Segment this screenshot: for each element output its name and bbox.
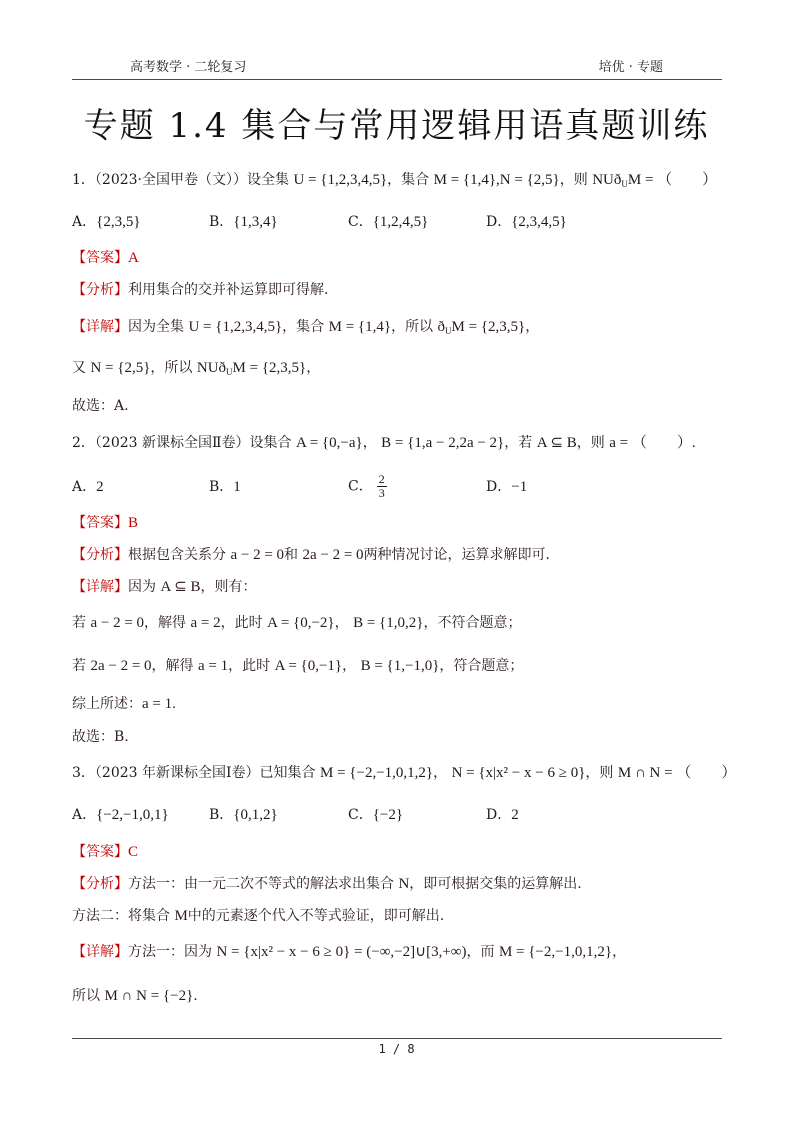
math-expr: N = {2,5} bbox=[90, 360, 151, 376]
option-label: C． bbox=[348, 478, 373, 495]
option-label: A． bbox=[72, 479, 97, 495]
option-value: {2,3,5} bbox=[96, 214, 141, 230]
q2-detail-line-3 bbox=[72, 656, 523, 676]
math-expr: M = {1,4},N = {2,5} bbox=[433, 172, 560, 188]
math-expr: A = {0,−2} bbox=[267, 615, 335, 631]
detail-text: 若 bbox=[72, 615, 86, 631]
detail-text: ， bbox=[525, 319, 540, 335]
answer-value: B bbox=[128, 515, 139, 531]
detail-text: ，而 bbox=[466, 944, 495, 960]
option-value: {−2} bbox=[372, 807, 404, 823]
q3-detail-line-2 bbox=[72, 986, 198, 1006]
detail-text: ，所以 bbox=[391, 319, 434, 335]
detail-text: ，则有： bbox=[200, 579, 257, 595]
detail-text: . bbox=[193, 988, 198, 1004]
math-expr: ð bbox=[437, 319, 446, 335]
detail-label: 【详解】 bbox=[72, 944, 128, 960]
header-divider bbox=[72, 79, 722, 80]
math-expr: a = （ ）. bbox=[609, 435, 696, 451]
header-course-label: 高考数学 · 二轮复习 bbox=[130, 60, 247, 75]
option-value: −1 bbox=[511, 479, 528, 495]
analysis-text: 两种情况讨论，运算求解即可. bbox=[363, 547, 551, 563]
detail-text: ，符合题意； bbox=[439, 658, 524, 674]
q2-detail-summary bbox=[72, 694, 176, 714]
analysis-label: 【分析】 bbox=[72, 876, 128, 892]
q2-option-b bbox=[209, 477, 241, 497]
question-1-stem bbox=[72, 170, 717, 194]
detail-text: ，此时 bbox=[220, 615, 263, 631]
option-label: B． bbox=[209, 214, 234, 230]
option-value: 2 bbox=[511, 807, 519, 823]
math-expr: 2a − 2 = 0 bbox=[90, 658, 152, 674]
math-expr: NUð bbox=[196, 360, 227, 376]
detail-text: 因为 bbox=[128, 579, 156, 595]
math-expr: M = {−2,−1,0,1,2} bbox=[498, 944, 613, 960]
stem-text: ，则 bbox=[585, 765, 614, 781]
option-value: {−2,−1,0,1} bbox=[96, 807, 169, 823]
option-label: C． bbox=[348, 214, 373, 230]
detail-text: 所以 bbox=[72, 988, 100, 1004]
math-expr: U = {1,2,3,4,5} bbox=[188, 319, 283, 335]
option-label: B． bbox=[209, 807, 234, 823]
analysis-text: 利用集合的交并补运算即可得解. bbox=[128, 282, 329, 298]
option-label: C． bbox=[348, 807, 373, 823]
detail-text: 综上所述： bbox=[72, 696, 142, 712]
math-expr: a = 2 bbox=[190, 615, 221, 631]
q1-option-a bbox=[72, 212, 141, 232]
option-label: A． bbox=[72, 807, 97, 823]
math-expr: B = {1,a − 2,2a − 2} bbox=[381, 435, 505, 451]
detail-text: ，不符合题意； bbox=[423, 615, 522, 631]
q1-detail-line-1 bbox=[72, 317, 539, 341]
q2-conclusion bbox=[72, 727, 129, 747]
option-label: A． bbox=[72, 214, 97, 230]
answer-value: A bbox=[128, 250, 139, 266]
stem-text: ， bbox=[433, 765, 448, 781]
fraction-numerator: 2 bbox=[378, 472, 385, 486]
math-expr: A = {0,−1} bbox=[274, 658, 343, 674]
page-title: 专题 1.4 集合与常用逻辑用语真题训练 bbox=[83, 106, 710, 146]
detail-text: 因为全集 bbox=[128, 319, 184, 335]
q3-option-d bbox=[486, 805, 519, 825]
analysis-label: 【分析】 bbox=[72, 282, 128, 298]
q3-analysis-line-2 bbox=[72, 906, 444, 926]
analysis-text: ，即可根据交集的运算解出. bbox=[409, 876, 582, 892]
option-value: {2,3,4,5} bbox=[511, 214, 567, 230]
math-subscript: U bbox=[226, 367, 233, 377]
math-expr: M ∩ N = {−2} bbox=[104, 988, 194, 1004]
analysis-text: 根据包含关系分 bbox=[128, 547, 226, 563]
conclusion-text: 故选：A. bbox=[72, 398, 129, 414]
answer-value: C bbox=[128, 844, 139, 860]
math-expr: a = 1. bbox=[142, 696, 176, 712]
stem-text: 3．（2023 年新课标全国Ⅰ卷）已知集合 bbox=[72, 765, 316, 781]
analysis-text: 中的元素逐个代入不等式验证，即可解出. bbox=[187, 908, 445, 924]
math-expr: M = {2,3,5} bbox=[232, 360, 307, 376]
math-expr: A = {0,−a} bbox=[295, 435, 363, 451]
math-expr: N = {x|x² − x − 6 ≥ 0} bbox=[451, 765, 586, 781]
option-value: {1,2,4,5} bbox=[372, 214, 429, 230]
detail-label: 【详解】 bbox=[72, 319, 128, 335]
math-expr: a = 1 bbox=[197, 658, 229, 674]
detail-text: ， bbox=[342, 658, 357, 674]
math-expr: A ⊆ B bbox=[160, 579, 201, 595]
math-expr: M bbox=[174, 908, 188, 924]
option-label: D． bbox=[486, 479, 512, 495]
stem-text: 1．（2023·全国甲卷（文））设全集 bbox=[72, 172, 289, 188]
option-label: D． bbox=[486, 214, 512, 230]
detail-text: ， bbox=[612, 944, 627, 960]
math-expr: U = {1,2,3,4,5} bbox=[293, 172, 388, 188]
answer-label: 【答案】 bbox=[72, 250, 128, 266]
stem-text: 2．（2023 新课标全国Ⅱ卷）设集合 bbox=[72, 435, 292, 451]
analysis-text: 和 bbox=[284, 547, 299, 563]
math-expr: M = {−2,−1,0,1,2} bbox=[319, 765, 434, 781]
detail-text: 若 bbox=[72, 658, 86, 674]
math-expr: M = {1,4} bbox=[328, 319, 392, 335]
q1-conclusion bbox=[72, 396, 129, 416]
header-series-label: 培优 · 专题 bbox=[598, 60, 663, 75]
option-value: 2 bbox=[96, 479, 104, 495]
option-value: 1 bbox=[233, 479, 241, 495]
detail-label: 【详解】 bbox=[72, 579, 128, 595]
q2-answer-line bbox=[72, 513, 138, 533]
question-3-stem bbox=[72, 763, 736, 783]
q2-detail-line-1 bbox=[72, 577, 257, 597]
question-2-stem bbox=[72, 433, 696, 453]
q3-analysis-line-1 bbox=[72, 874, 582, 894]
q3-answer-line bbox=[72, 842, 138, 862]
q1-detail-line-2 bbox=[72, 358, 320, 382]
detail-text: ，解得 bbox=[144, 615, 187, 631]
option-label: B． bbox=[209, 479, 234, 495]
math-expr: 2a − 2 = 0 bbox=[302, 547, 364, 563]
q2-option-a bbox=[72, 477, 104, 497]
detail-text: 方法一：因为 bbox=[128, 944, 212, 960]
option-label: D． bbox=[486, 807, 512, 823]
option-value: {0,1,2} bbox=[233, 807, 278, 823]
math-expr: NUð bbox=[592, 172, 622, 188]
q3-option-b bbox=[209, 805, 278, 825]
math-subscript: U bbox=[445, 326, 452, 336]
q3-option-c bbox=[348, 805, 403, 825]
math-expr: N bbox=[398, 876, 410, 892]
detail-text: ， bbox=[334, 615, 349, 631]
q3-detail-line-1 bbox=[72, 942, 626, 962]
analysis-label: 【分析】 bbox=[72, 547, 128, 563]
stem-text: ，集合 bbox=[387, 172, 430, 188]
detail-text: 又 bbox=[72, 360, 86, 376]
detail-text: ，解得 bbox=[151, 658, 194, 674]
analysis-text: 方法一：由一元二次不等式的解法求出集合 bbox=[128, 876, 394, 892]
math-expr: N = {x|x² − x − 6 ≥ 0} = (−∞,−2]∪[3,+∞) bbox=[216, 944, 467, 960]
detail-text: ，所以 bbox=[150, 360, 193, 376]
page-number: 1 / 8 bbox=[378, 1042, 415, 1056]
stem-text: ， bbox=[362, 435, 377, 451]
stem-text: ，则 bbox=[559, 172, 588, 188]
conclusion-text: 故选：B. bbox=[72, 729, 129, 745]
q1-option-c bbox=[348, 212, 428, 232]
analysis-text: 方法二：将集合 bbox=[72, 908, 170, 924]
math-expr: M ∩ N = （ ） bbox=[617, 765, 737, 781]
math-expr: M = {2,3,5} bbox=[451, 319, 526, 335]
q2-analysis-line bbox=[72, 545, 550, 565]
q3-option-a bbox=[72, 805, 169, 825]
fraction bbox=[377, 473, 387, 500]
math-expr: a − 2 = 0 bbox=[90, 615, 145, 631]
math-expr: M = （ ） bbox=[627, 172, 718, 188]
q1-option-d bbox=[486, 212, 567, 232]
q1-analysis-line bbox=[72, 280, 328, 300]
detail-text: ，集合 bbox=[282, 319, 325, 335]
q2-detail-line-2 bbox=[72, 613, 521, 633]
q2-option-c bbox=[348, 473, 387, 500]
stem-text: ，若 bbox=[504, 435, 533, 451]
footer-divider bbox=[72, 1038, 722, 1039]
detail-text: ， bbox=[306, 360, 321, 376]
option-value: {1,3,4} bbox=[233, 214, 278, 230]
detail-text: ，此时 bbox=[228, 658, 271, 674]
stem-text: ，则 bbox=[576, 435, 605, 451]
math-expr: B = {1,0,2} bbox=[353, 615, 424, 631]
answer-label: 【答案】 bbox=[72, 515, 128, 531]
math-expr: B = {1,−1,0} bbox=[360, 658, 440, 674]
q2-option-d bbox=[486, 477, 527, 497]
answer-label: 【答案】 bbox=[72, 844, 128, 860]
q1-answer-line bbox=[72, 248, 139, 268]
q1-option-b bbox=[209, 212, 278, 232]
fraction-denominator: 3 bbox=[378, 486, 385, 500]
math-expr: A ⊆ B bbox=[536, 435, 577, 451]
math-expr: a − 2 = 0 bbox=[230, 547, 285, 563]
math-subscript: U bbox=[621, 179, 628, 189]
